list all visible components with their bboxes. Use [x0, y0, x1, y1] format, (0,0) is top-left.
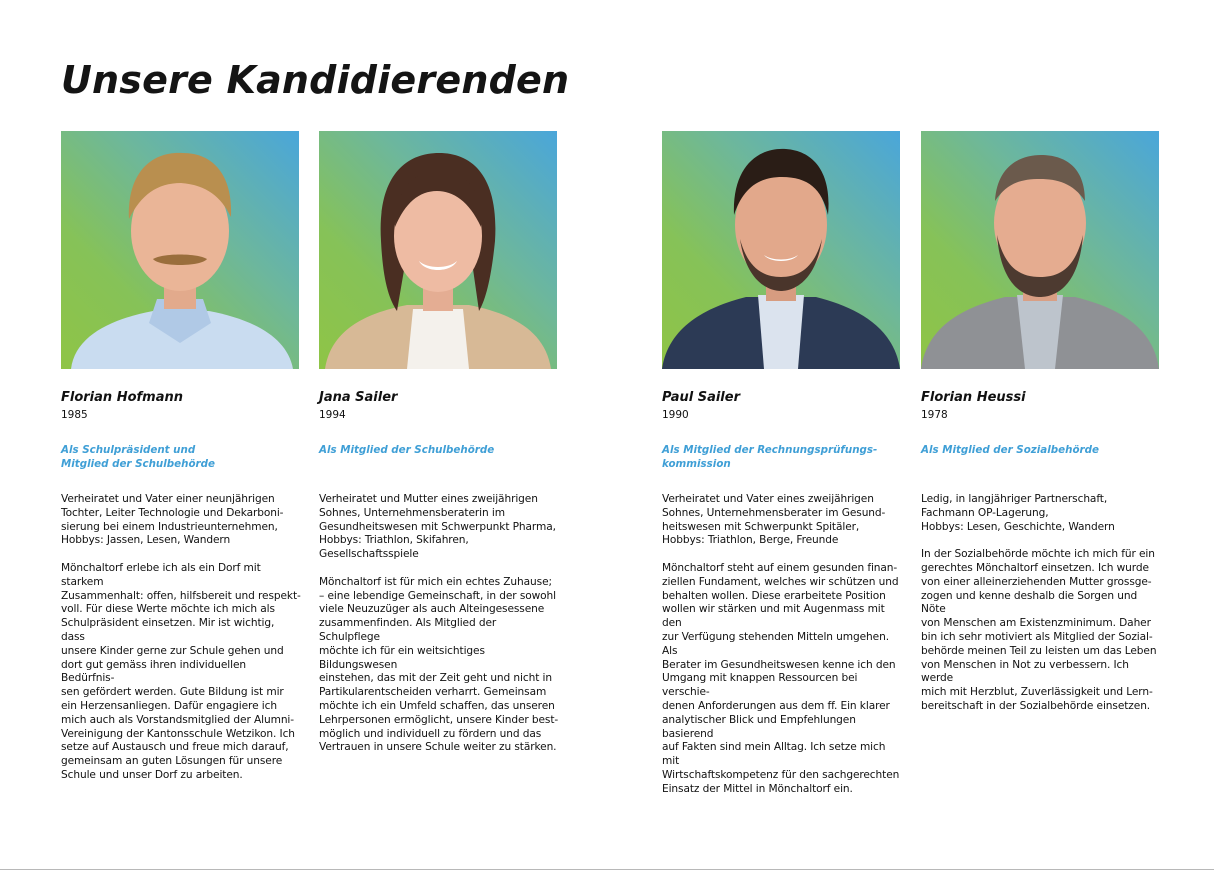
candidate-birth-year: 1994	[319, 409, 346, 421]
candidate-personal-info: Verheiratet und Vater eines zweijährigen Sohnes, Unternehmensberater im Gesund- heitswesen mit Schwerpunkt Spitäler, Hobbys: Triathlon, Berge, Freunde	[662, 493, 886, 547]
candidate-birth-year: 1990	[662, 409, 689, 421]
candidate-photo	[662, 131, 900, 369]
candidate-statement: In der Sozialbehörde möchte ich mich für ein gerechtes Mönchaltorf einsetzen. Ich wurde von einer alleinerziehenden Mutter grossge- zogen und kenne deshalb die Sorgen und Nöte von Menschen am Existenzminimum. Daher bin ich sehr motiviert als Mitglied der Sozial- behörde meinen Teil zu leisten um das Leben von Menschen in Not zu verbessern. Ich werde mich mit Herzblut, Zuverlässigkeit und Lern- bereitschaft in der Sozialbehörde einsetzen.	[921, 548, 1157, 712]
portrait-illustration	[662, 131, 900, 369]
candidate-birth-year: 1985	[61, 409, 88, 421]
candidate-role: Als Mitglied der Sozialbehörde	[921, 444, 1099, 456]
candidate-photo	[921, 131, 1159, 369]
candidate-statement: Mönchaltorf ist für mich ein echtes Zuhause; – eine lebendige Gemeinschaft, in der sowohl viele Neuzuzüger als auch Alteingesessene zusammenfinden. Als Mitglied der Schulpflege möchte ich für ein weitsichtiges Bildungswesen einstehen, das mit der Zeit geht und nicht in Partikularentscheiden verharrt. Gemeinsam möchte ich ein Umfeld schaffen, das unseren Lehrpersonen ermöglicht, unsere Kinder best- möglich und individuell zu fördern und das Vertrauen in unsere Schule weiter zu stärken.	[319, 575, 559, 754]
candidate-card-paul-sailer	[662, 131, 902, 797]
candidate-statement: Mönchaltorf steht auf einem gesunden finan- ziellen Fundament, welches wir schützen und behalten wollen. Diese erarbeitete Position wollen wir stärken und mit Augenmass mit den zur Verfügung stehenden Mitteln umgehen. Als Berater im Gesundheitswesen kenne ich den Umgang mit knappen Ressourcen bei verschie- denen Anforderungen aus dem ff. Ein klarer analytischer Blick und Empfehlungen basierend auf Fakten sind mein Alltag. Ich setze mich mit Wirtschaftskompetenz für den sachgerechten Einsatz der Mittel in Mönchaltorf ein.	[662, 561, 900, 795]
candidate-photo	[61, 131, 299, 369]
portrait-illustration	[61, 131, 299, 369]
bottom-divider	[0, 869, 1214, 870]
candidate-birth-year: 1978	[921, 409, 948, 421]
candidate-personal-info: Ledig, in langjähriger Partnerschaft, Fachmann OP-Lagerung, Hobbys: Lesen, Geschichte, Wandern	[921, 493, 1115, 533]
candidate-statement: Mönchaltorf erlebe ich als ein Dorf mit starkem Zusammenhalt: offen, hilfsbereit und respekt- voll. Für diese Werte möchte ich mich als Schulpräsident einsetzen. Mir ist wichtig, dass unsere Kinder gerne zur Schule gehen und dort gut gemäss ihren individuellen Bedürfnis- sen gefördert werden. Gute Bildung ist mir ein Herzensanliegen. Dafür engagiere ich mich auch als Vorstandsmitglied der Alumni- Vereinigung der Kantonsschule Wetzikon. Ich setze auf Austausch und freue mich darauf, gemeinsam an guten Lösungen für unsere Schule und unser Dorf zu arbeiten.	[61, 561, 301, 781]
candidate-photo	[319, 131, 557, 369]
portrait-illustration	[319, 131, 557, 369]
candidate-card-jana-sailer	[319, 131, 559, 755]
candidate-personal-info: Verheiratet und Vater einer neunjährigen Tochter, Leiter Technologie und Dekarboni- sierung bei einem Industrieunternehmen, Hobbys: Jassen, Lesen, Wandern	[61, 493, 284, 547]
candidate-role: Als Schulpräsident und Mitglied der Schulbehörde	[61, 444, 215, 470]
candidate-name: Florian Heussi	[921, 390, 1026, 405]
candidate-personal-info: Verheiratet und Mutter eines zweijährigen Sohnes, Unternehmensberaterin im Gesundheitswesen mit Schwerpunkt Pharma, Hobbys: Triathlon, Skifahren, Gesellschaftsspiele	[319, 493, 556, 561]
candidate-card-florian-heussi	[921, 131, 1161, 714]
candidate-name: Paul Sailer	[662, 390, 740, 405]
candidate-role: Als Mitglied der Schulbehörde	[319, 444, 495, 456]
page-title: Unsere Kandidierenden	[61, 58, 570, 102]
candidate-name: Florian Hofmann	[61, 390, 183, 405]
candidate-role: Als Mitglied der Rechnungsprüfungs- kommission	[662, 444, 878, 470]
candidate-name: Jana Sailer	[319, 390, 398, 405]
candidate-card-florian-hofmann	[61, 131, 301, 783]
portrait-illustration	[921, 131, 1159, 369]
